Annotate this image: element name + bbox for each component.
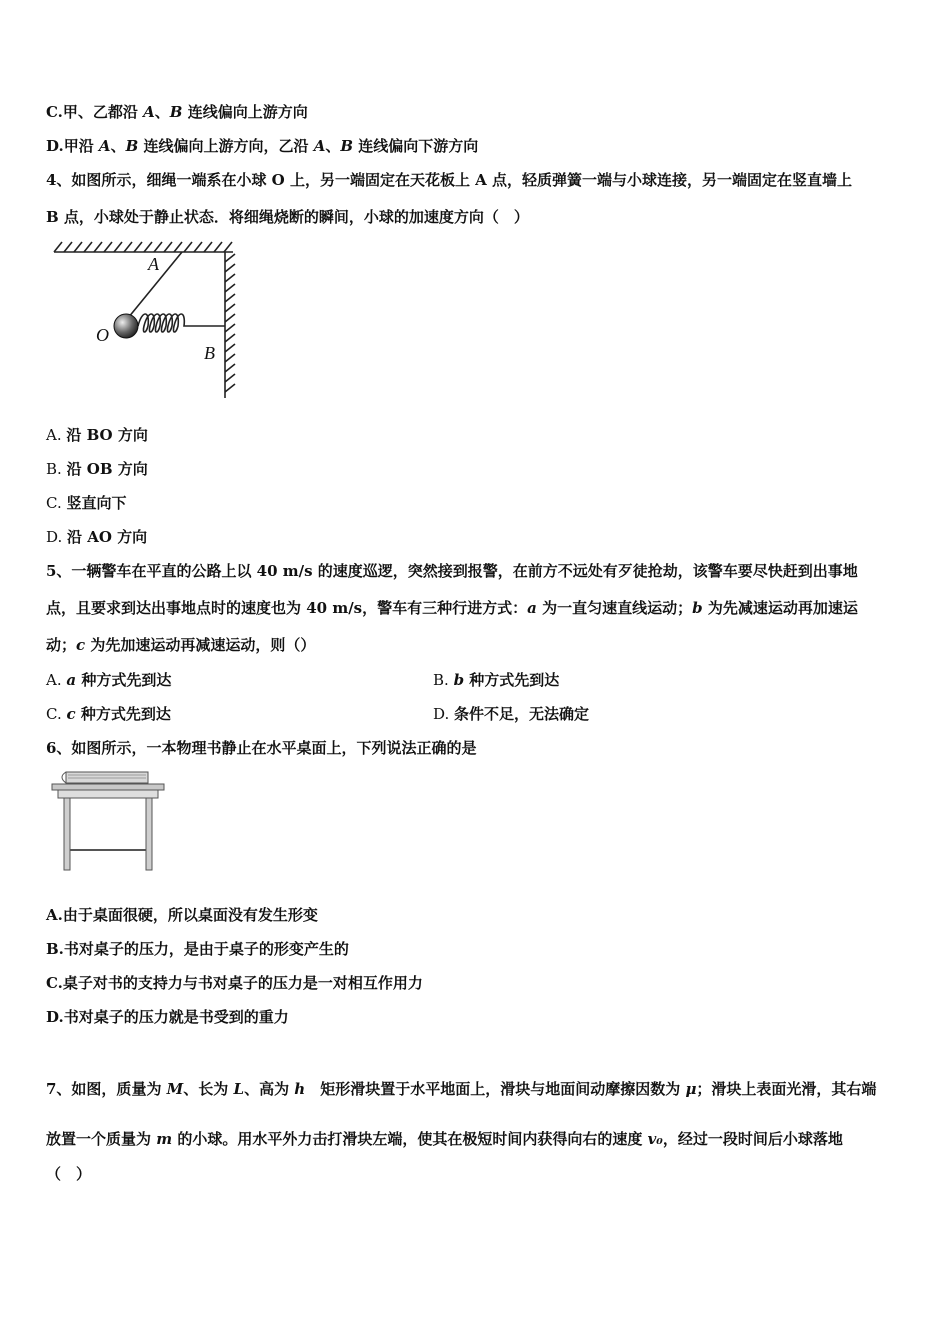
q5-option-b: B. b 种方式先到达 (433, 671, 560, 689)
q4-stem-line1: 4、如图所示，细绳一端系在小球 O 上，另一端固定在天花板上 A 点，轻质弹簧一端与小球连接，另一端固定在竖直墙上 (46, 171, 853, 189)
q7-stem-line1: 7、如图，质量为 M、长为 L、高为 h 矩形滑块置于水平地面上，滑块与地面间动摩擦因数为 μ；滑块上表面光滑，其右端 (46, 1080, 877, 1098)
q7-stem-line2: 放置一个质量为 m 的小球。用水平外力击打滑块左端，使其在极短时间内获得向右的速度 v₀，经过一段时间后小球落地 (46, 1130, 843, 1148)
q6-option-c: C.桌子对书的支持力与书对桌子的压力是一对相互作用力 (46, 974, 423, 992)
label-b: B (204, 343, 215, 363)
q5-stem-line3: 动；c 为先加速运动再减速运动，则（） (46, 636, 316, 654)
q5-stem-line1: 5、一辆警车在平直的公路上以 40 m/s 的速度巡逻，突然接到报警，在前方不远处有歹徒抢劫，该警车要尽快赶到出事地 (46, 562, 858, 580)
q4-option-b: B. 沿 OB 方向 (46, 460, 148, 478)
q3-option-d: D.甲沿 A、B 连线偏向上游方向，乙沿 A、B 连线偏向下游方向 (46, 137, 479, 155)
label-o: O (96, 325, 109, 345)
q7-answer-bracket: （ ） (46, 1165, 92, 1183)
q5-option-d: D. 条件不足，无法确定 (433, 705, 590, 723)
q5-option-c: C. c 种方式先到达 (46, 705, 171, 723)
q4-spring-ball-figure (48, 238, 248, 403)
q4-option-a: A. 沿 BO 方向 (46, 426, 148, 444)
q5-option-a: A. a 种方式先到达 (46, 671, 172, 689)
q3-option-c: C.甲、乙都沿 A、B 连线偏向上游方向 (46, 103, 308, 121)
q6-option-d: D.书对桌子的压力就是书受到的重力 (46, 1008, 289, 1026)
q6-book-on-table-figure (50, 770, 170, 874)
q6-option-a: A.由于桌面很硬，所以桌面没有发生形变 (46, 906, 318, 924)
q4-option-d: D. 沿 AO 方向 (46, 528, 148, 546)
q5-stem-line2: 点，且要求到达出事地点时的速度也为 40 m/s，警车有三种行进方式：a 为一直匀速直线运动；b 为先减速运动再加速运 (46, 599, 858, 617)
q4-stem-line2: B 点，小球处于静止状态．将细绳烧断的瞬间，小球的加速度方向（ ） (46, 208, 529, 226)
label-a: A (148, 254, 159, 274)
ball-o (114, 314, 138, 338)
q6-option-b: B.书对桌子的压力，是由于桌子的形变产生的 (46, 940, 349, 958)
q4-option-c: C. 竖直向下 (46, 494, 127, 512)
q6-stem: 6、如图所示，一本物理书静止在水平桌面上，下列说法正确的是 (46, 739, 477, 757)
